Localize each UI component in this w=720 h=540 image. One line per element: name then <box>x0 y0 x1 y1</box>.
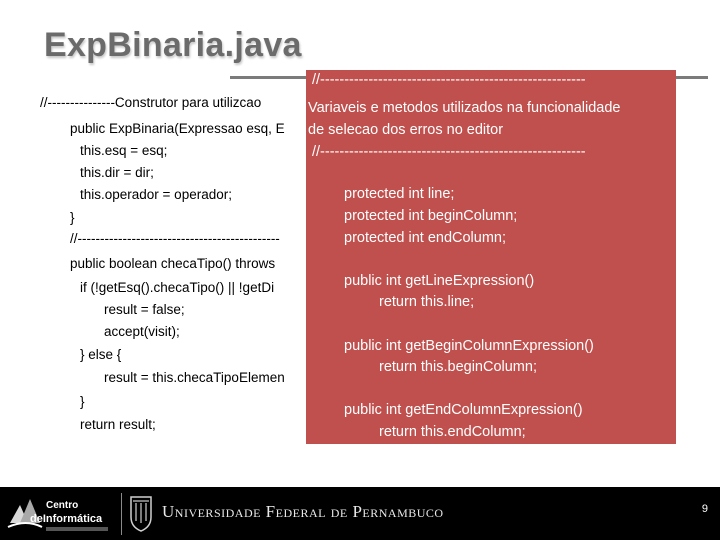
method-signature: public int getEndColumnExpression() <box>344 402 583 418</box>
footer-divider <box>121 493 122 535</box>
code-line: } else { <box>80 347 122 362</box>
ufpe-crest-icon <box>128 493 154 533</box>
code-line: this.operador = operador; <box>80 187 232 202</box>
slide-title: ExpBinaria.java <box>44 26 302 64</box>
method-body: return this.endColumn; <box>379 424 526 440</box>
code-line: this.dir = dir; <box>80 165 154 180</box>
slide-footer <box>0 487 720 540</box>
callout-heading: de selecao dos erros no editor <box>308 122 504 138</box>
method-body: return this.beginColumn; <box>379 359 537 375</box>
code-line: public boolean checaTipo() throws <box>70 256 276 271</box>
method-signature: public int getLineExpression() <box>344 273 535 289</box>
logo-text-mid: deInformática <box>30 513 103 525</box>
university-name: Universidade Federal de Pernambuco <box>162 502 444 521</box>
code-line: result = this.checaTipoElemen <box>104 370 285 385</box>
code-line: //---------------Construtor para utilizcao <box>40 95 262 110</box>
code-line: this.esq = esq; <box>80 143 168 158</box>
method-signature: public int getBeginColumnExpression() <box>344 338 594 354</box>
code-line: } <box>80 394 85 409</box>
page-number: 9 <box>701 503 708 515</box>
callout-heading: Variaveis e metodos utilizados na funcionalidade <box>308 100 621 116</box>
field-declaration: protected int endColumn; <box>344 230 507 246</box>
code-line: //--------------------------------------------- <box>70 231 280 246</box>
code-line: public ExpBinaria(Expressao esq, E <box>70 121 285 136</box>
highlight-callout-box <box>306 70 676 444</box>
field-declaration: protected int line; <box>344 186 455 202</box>
field-declaration: protected int beginColumn; <box>344 208 518 224</box>
logo-text-top: Centro <box>46 500 79 511</box>
code-line: } <box>70 210 75 225</box>
code-line: if (!getEsq().checaTipo() || !getDi <box>80 280 275 295</box>
callout-separator: //------------------------------------------------------- <box>312 144 586 160</box>
callout-separator: //------------------------------------------------------- <box>312 72 586 88</box>
method-body: return this.line; <box>379 294 475 310</box>
code-line: accept(visit); <box>104 324 180 339</box>
code-line: result = false; <box>104 302 185 317</box>
code-line: return result; <box>80 417 156 432</box>
centro-de-informatica-logo <box>6 493 114 535</box>
